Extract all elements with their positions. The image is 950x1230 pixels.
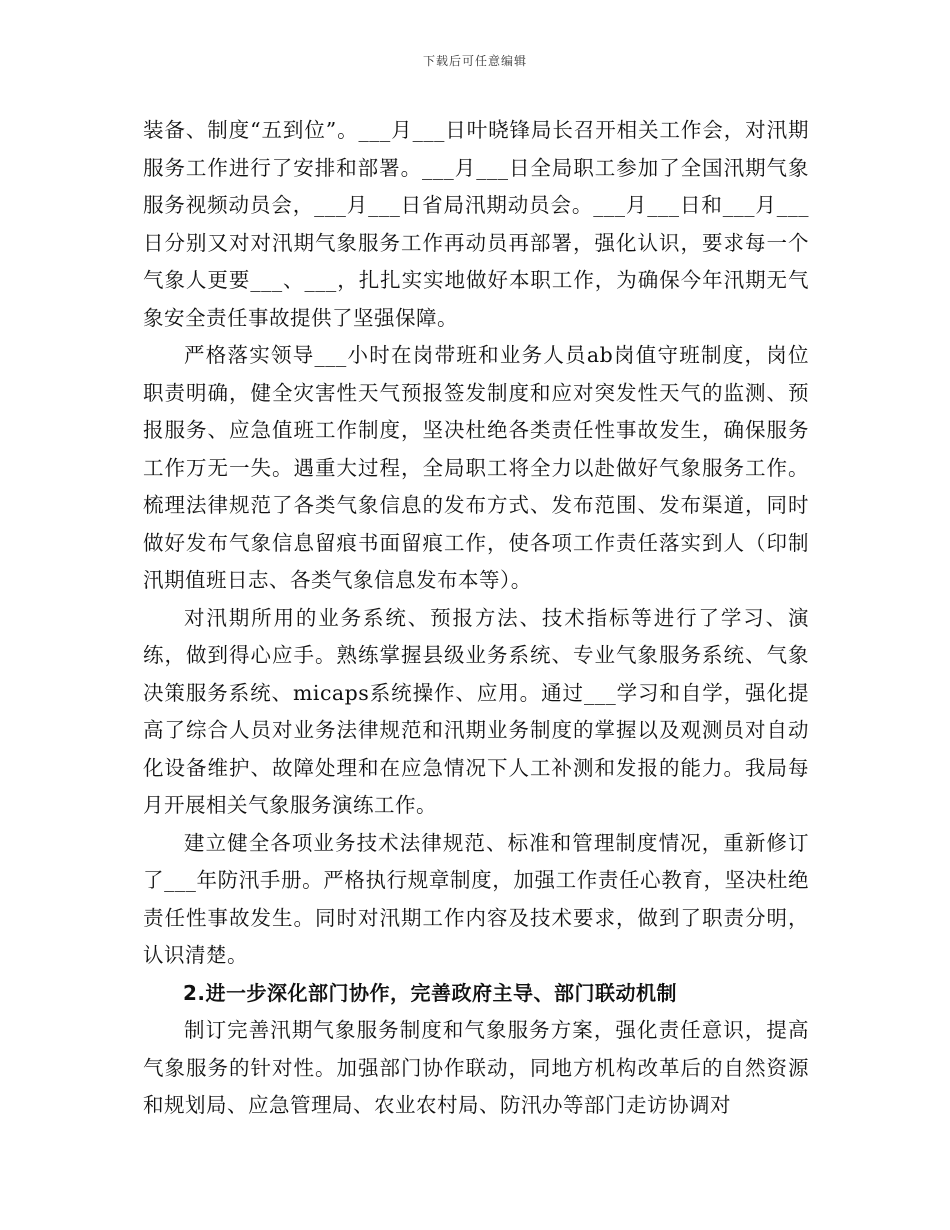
paragraph: 建立健全各项业务技术法律规范、标准和管理制度情况，重新修订了___年防汛手册。严格执行规章制度，加强工作责任心教育，坚决杜绝责任性事故发生。同时对汛期工作内容及技术要求，做到了职责分明，认识清楚。	[143, 830, 809, 967]
section-heading: 2.进一步深化部门协作，完善政府主导、部门联动机制	[183, 980, 678, 1005]
page-header: 下载后可任意编辑	[422, 54, 527, 68]
paragraph: 严格落实领导___小时在岗带班和业务人员ab岗值守班制度，岗位职责明确，健全灾害性天气预报签发制度和应对突发性天气的监测、预报服务、应急值班工作制度，坚决杜绝各类责任性事故发生，确保服务工作万无一失。遇重大过程，全局职工将全力以赴做好气象服务工作。梳理法律规范了各类气象信息的发布方式、发布范围、发布渠道，同时做好发布气象信息留痕书面留痕工作，使各项工作责任落实到人（印制汛期值班日志、各类气象信息发布本等）。	[143, 343, 809, 592]
paragraph: 对汛期所用的业务系统、预报方法、技术指标等进行了学习、演练，做到得心应手。熟练掌握县级业务系统、专业气象服务系统、气象决策服务系统、micaps系统操作、应用。通过___学习和自学，强化提高了综合人员对业务法律规范和汛期业务制度的掌握以及观测员对自动化设备维护、故障处理和在应急情况下人工补测和发报的能力。我局每月开展相关气象服务演练工作。	[143, 605, 809, 817]
paragraph: 制订完善汛期气象服务制度和气象服务方案，强化责任意识，提高气象服务的针对性。加强部门协作联动，同地方机构改革后的自然资源和规划局、应急管理局、农业农村局、防汛办等部门走访协调对	[143, 1018, 809, 1117]
paragraph-continued: 装备、制度“五到位”。___月___日叶晓锋局长召开相关工作会，对汛期服务工作进行了安排和部署。___月___日全局职工参加了全国汛期气象服务视频动员会，___月___日省局汛期动员会。___月___日和___月___日分别又对对汛期气象服务工作再动员再部署，强化认识，要求每一个气象人更要___、___，扎扎实实地做好本职工作，为确保今年汛期无气象安全责任事故提供了坚强保障。	[143, 118, 809, 330]
document-body	[143, 112, 809, 1125]
